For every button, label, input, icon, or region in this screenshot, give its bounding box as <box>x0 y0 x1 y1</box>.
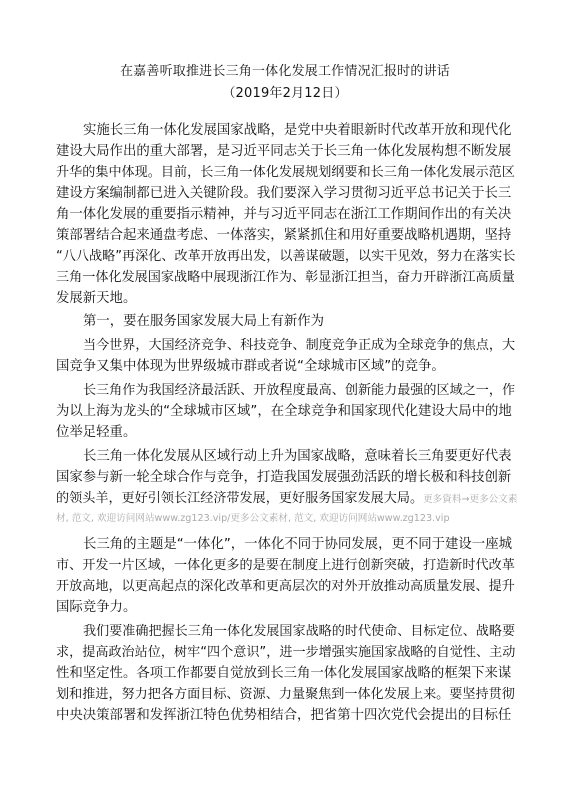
paragraph-line: 性和坚定性。各项工作都要自觉放到长三角一体化发展国家战略的框架下来谋 <box>56 666 512 681</box>
document-date: （2019年2月12日） <box>222 86 348 101</box>
paragraph-line: 发展新天地。 <box>56 291 137 306</box>
paragraph-line: 市、开发一片区域，一体化更多的是要在制度上进行创新突破，打造新时代改革 <box>56 558 515 573</box>
paragraph-line: 角一体化发展的重要指示精神，并与习近平同志在浙江工作期间作出的有关决 <box>56 207 512 222</box>
paragraph-line: 建设方案编制都已进入关键阶段。我们要深入学习贯彻习近平总书记关于长三 <box>56 186 512 201</box>
paragraph-line: 国家参与新一轮全球合作与竞争，打造我国发展强劲活跃的增长极和科技创新 <box>56 470 512 485</box>
section-heading: 第一，要在服务国家发展大局上有新作为 <box>83 314 325 329</box>
paragraph-line: 开放高地，以更高起点的深化改革和更高层次的对外开放推动高质量发展、提升 <box>56 579 515 594</box>
paragraph-line <box>56 490 517 509</box>
paragraph-line: 中央决策部署和发挥浙江特色优势相结合，把省第十四次党代会提出的目标任 <box>56 708 512 723</box>
paragraph-line: 策部署结合起来通盘考虑、一体落实，紧紧抓住和用好重要战略机遇期，坚持 <box>56 228 512 243</box>
paragraph-line-text: 的领头羊，更好引领长江经济带发展，更好服务国家发展大局。 <box>56 491 424 506</box>
paragraph-line: 当今世界，大国经济竞争、科技竞争、制度竞争正成为全球竞争的焦点，大 <box>83 338 516 353</box>
paragraph-line: 长三角一体化发展从区域行动上升为国家战略，意味着长三角要更好代表 <box>83 449 512 464</box>
paragraph-line: 三角一体化发展国家战略中展现浙江作为、彰显浙江担当，奋力开辟浙江高质量 <box>56 270 515 285</box>
paragraph-line: 建设大局作出的重大部署，是习近平同志关于长三角一体化发展构想不断发展 <box>56 144 512 159</box>
watermark-text: 更多資料→更多公文素 <box>423 494 518 505</box>
paragraph-line: 升华的集中体现。目前，长三角一体化发展规划纲要和长三角一体化发展示范区 <box>56 165 515 180</box>
paragraph-line: 实施长三角一体化发展国家战略，是党中央着眼新时代改革开放和现代化 <box>83 123 512 138</box>
paragraph-line: 国竞争又集中体现为世界级城市群或者说“全球城市区域”的竞争。 <box>56 359 445 374</box>
paragraph-line: 为以上海为龙头的“全球城市区域”，在全球竞争和国家现代化建设大局中的地 <box>56 404 512 419</box>
paragraph-line: 我们要准确把握长三角一体化发展国家战略的时代使命、目标定位、战略要 <box>83 624 516 639</box>
paragraph-line: 长三角的主题是“一体化”，一体化不同于协同发展，更不同于建设一座城 <box>83 537 512 552</box>
document-title: 在嘉善听取推进长三角一体化发展工作情况汇报时的讲话 <box>119 64 450 79</box>
paragraph-line: “八八战略”再深化、改革开放再出发，以善谋破题，以实干见效，努力在落实长 <box>56 249 516 264</box>
paragraph-line: 国际竞争力。 <box>56 600 137 615</box>
watermark-line: 材, 范文, 欢迎访问网站www.zg123.vip/更多公文素材, 范文, 欢迎访问网站www.zg123.vip <box>56 513 450 524</box>
paragraph-line: 求，提高政治站位，树牢“四个意识”，进一步增强实施国家战略的自觉性、主动 <box>56 645 516 660</box>
paragraph-line: 位举足轻重。 <box>56 425 137 440</box>
paragraph-line: 划和推进，努力把各方面目标、资源、力量聚焦到一体化发展上来。要坚持贯彻 <box>56 687 515 702</box>
paragraph-line: 长三角作为我国经济最活跃、开放程度最高、创新能力最强的区域之一，作 <box>83 383 516 398</box>
